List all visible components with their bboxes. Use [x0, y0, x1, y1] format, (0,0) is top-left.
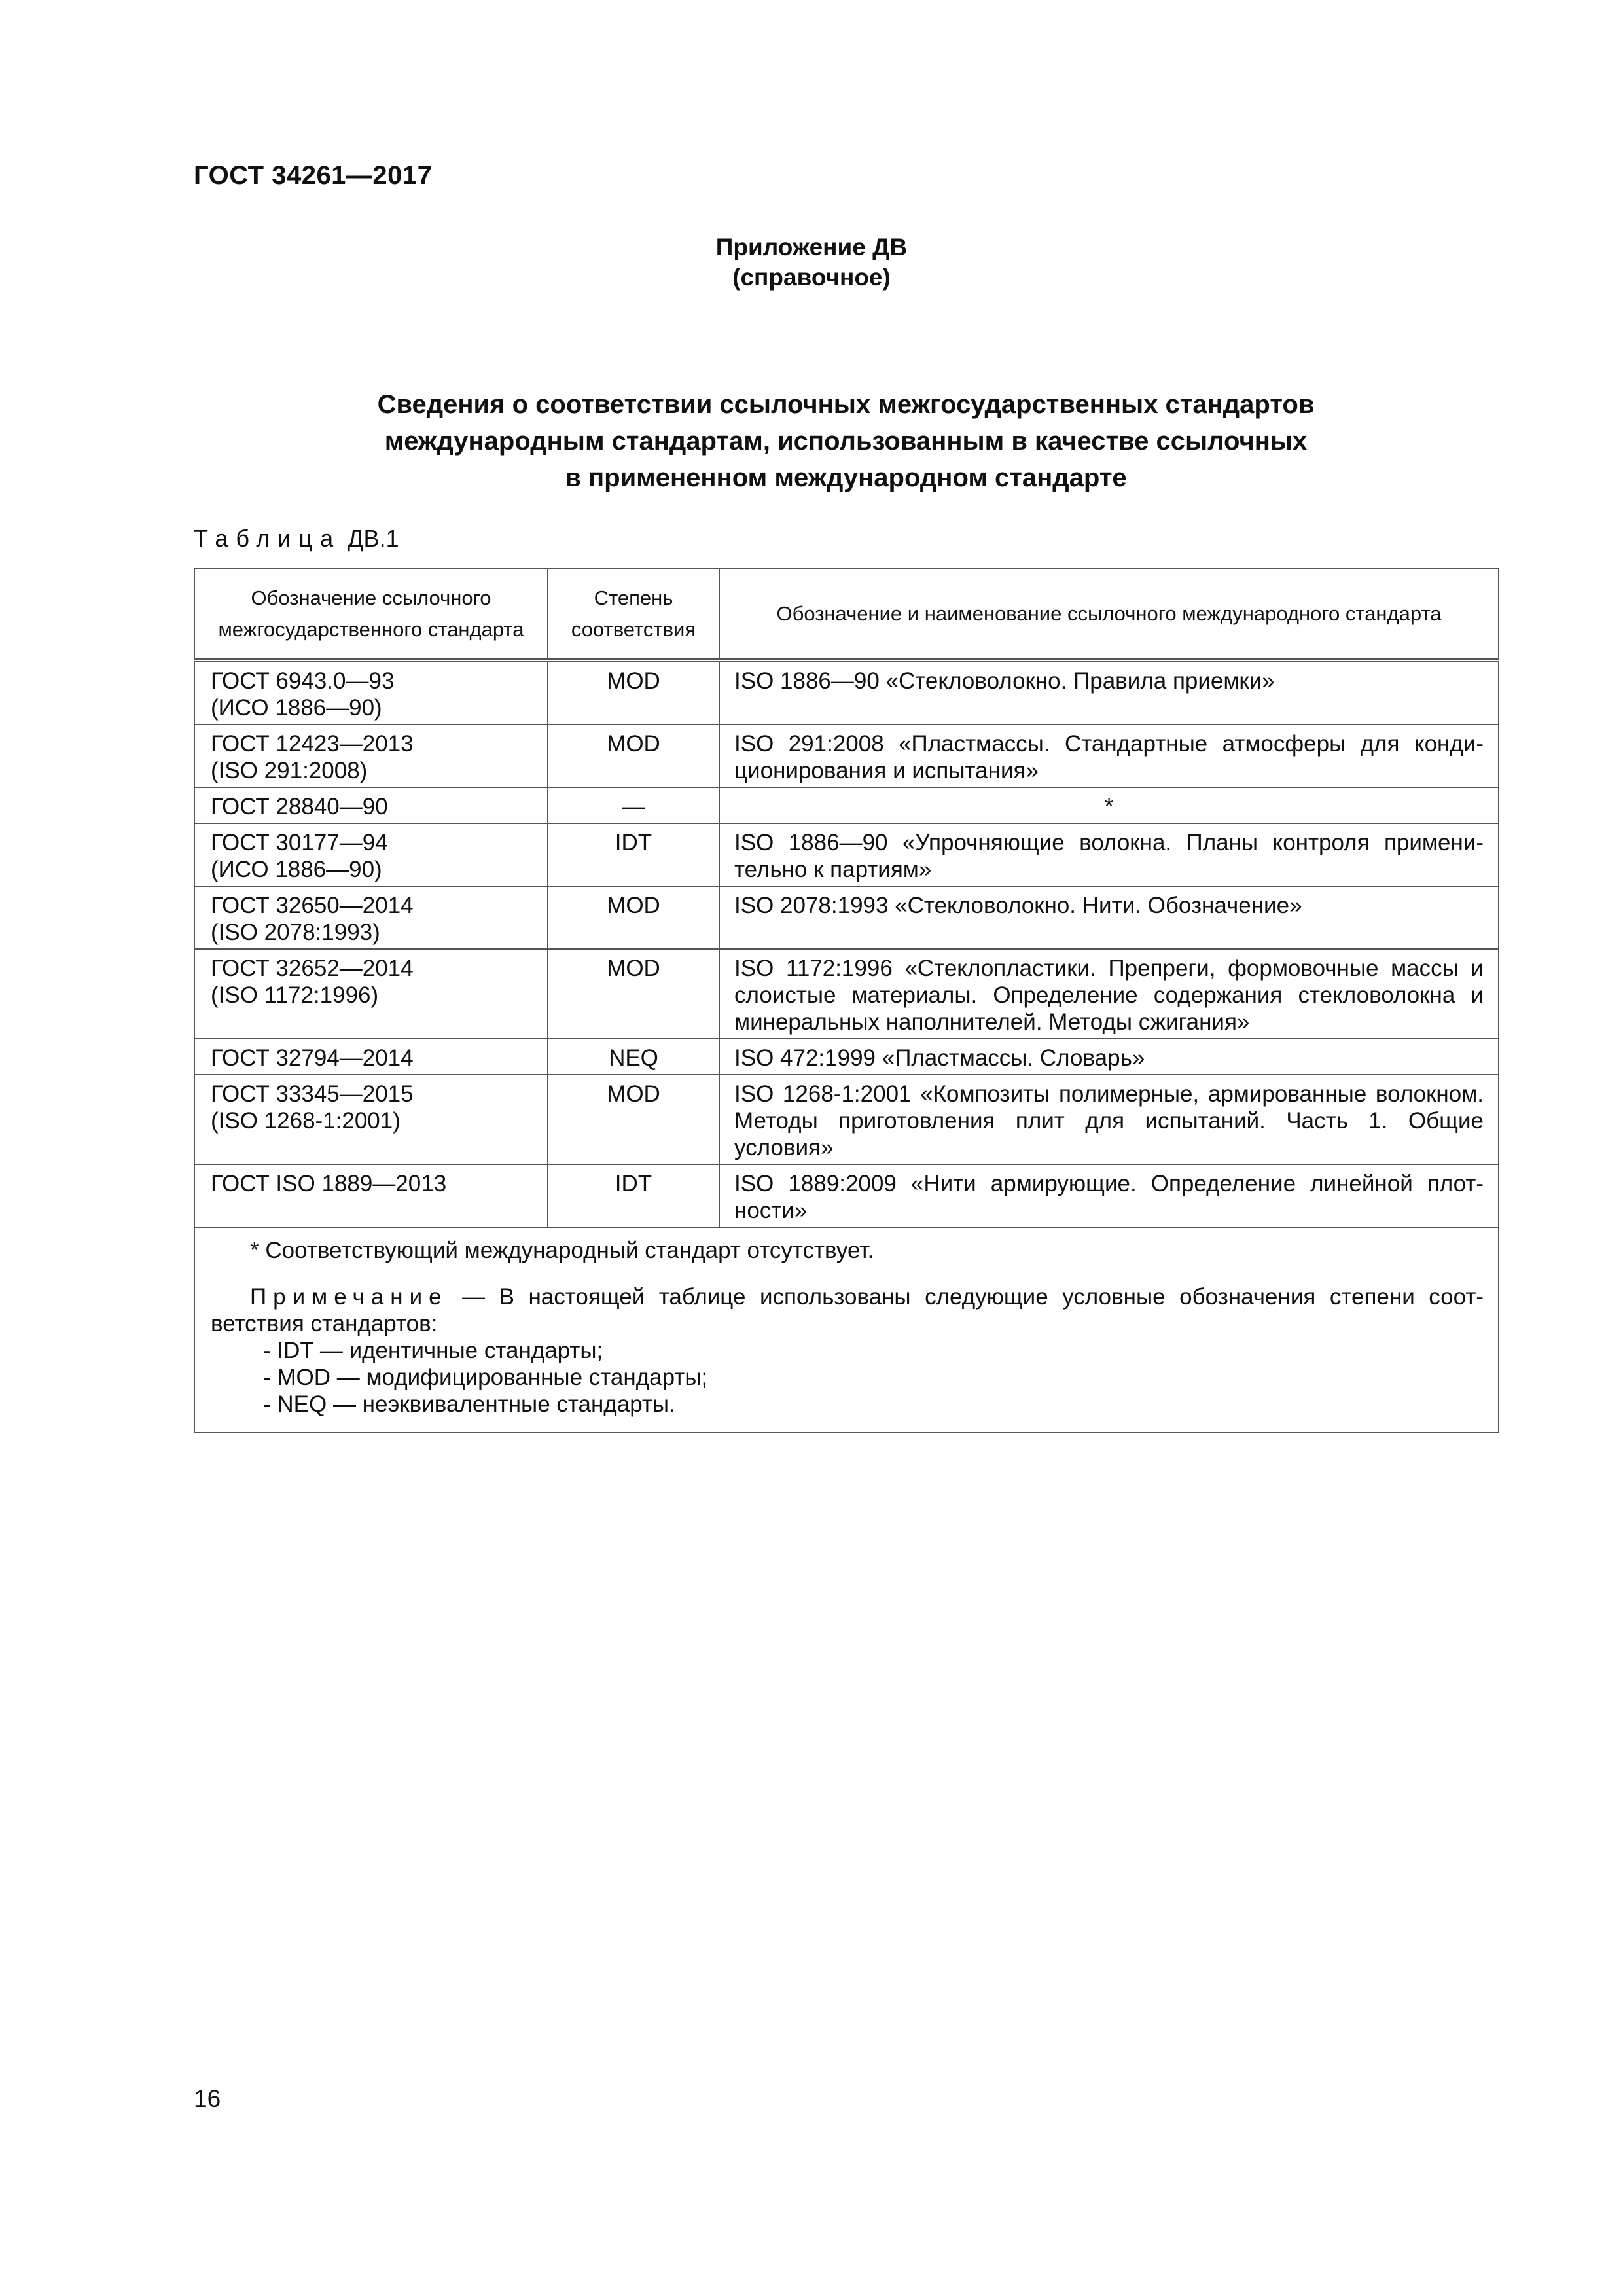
table-header-row [194, 569, 1499, 660]
table-row [194, 1164, 1499, 1227]
international-cell: ISO 1886—90 «Стекловолокно. Правила приемки» [719, 660, 1499, 725]
gost-cell [194, 787, 548, 823]
gost-equivalent: (ИСО 1886—90) [211, 857, 382, 882]
table-row [194, 1075, 1499, 1164]
degree-cell: MOD [548, 1075, 719, 1164]
annex-title-line-3: в примененном международном стандарте [565, 463, 1127, 492]
degree-cell: IDT [548, 1164, 719, 1227]
note-text: — В настоящей таблице использованы следующие условные обозначения степени соответствия стандартов: [211, 1284, 1484, 1336]
note-list [211, 1337, 1484, 1418]
gost-cell [194, 1075, 548, 1164]
page-number: 16 [194, 2085, 221, 2112]
table-row [194, 787, 1499, 823]
note-item-mod: - MOD — модифицированные стандарты; [263, 1364, 1484, 1391]
annex-title [196, 386, 1495, 496]
gost-cell [194, 823, 548, 886]
annex-title-line-1: Сведения о соответствии ссылочных межгосударственных стандартов [377, 390, 1315, 419]
gost-cell [194, 949, 548, 1039]
header-degree [548, 569, 719, 660]
table-caption-word: Таблица [194, 525, 342, 552]
gost-equivalent: (ISO 1172:1996) [211, 982, 379, 1008]
table-note [211, 1283, 1484, 1337]
gost-equivalent: (ИСО 1886—90) [211, 695, 382, 721]
gost-cell [194, 886, 548, 949]
degree-cell: — [548, 787, 719, 823]
international-cell: ISO 2078:1993 «Стекловолокно. Нити. Обозначение» [719, 886, 1499, 949]
gost-designation: ГОСТ 12423—2013 [211, 731, 414, 757]
international-cell: ISO 1268-1:2001 «Композиты полимерные, армированные волокном. Методы приготовления плит для испытаний. Часть 1. Общие условия» [719, 1075, 1499, 1164]
table-row [194, 886, 1499, 949]
gost-designation: ГОСТ 6943.0—93 [211, 668, 395, 694]
header-degree-line-2: соответствия [571, 618, 696, 641]
table-footnote: * Соответствующий международный стандарт отсутствует. [250, 1238, 874, 1263]
header-gost-line-1: Обозначение ссылочного [251, 586, 491, 609]
gost-cell [194, 660, 548, 725]
table-row [194, 725, 1499, 787]
degree-cell: MOD [548, 660, 719, 725]
degree-cell: MOD [548, 886, 719, 949]
table-row [194, 823, 1499, 886]
table-row [194, 1039, 1499, 1075]
gost-equivalent: (ISO 1268-1:2001) [211, 1108, 401, 1134]
annex-title-line-2: международным стандартам, использованным в качестве ссылочных [384, 427, 1308, 456]
international-cell: * [719, 787, 1499, 823]
table-row [194, 660, 1499, 725]
correspondence-table-wrapper [194, 568, 1498, 1433]
table-row [194, 949, 1499, 1039]
note-item-idt: - IDT — идентичные стандарты; [263, 1337, 1484, 1364]
table-caption-number: ДВ.1 [348, 525, 399, 552]
gost-equivalent: (ISO 2078:1993) [211, 920, 380, 945]
gost-cell [194, 725, 548, 787]
international-cell: ISO 1889:2009 «Нити армирующие. Определение линейной плотности» [719, 1164, 1499, 1227]
international-cell: ISO 472:1999 «Пластмассы. Словарь» [719, 1039, 1499, 1075]
gost-designation: ГОСТ 32794—2014 [211, 1045, 414, 1071]
degree-cell: MOD [548, 949, 719, 1039]
gost-designation: ГОСТ ISO 1889—2013 [211, 1171, 447, 1196]
header-gost-line-2: межгосударственного стандарта [218, 618, 524, 641]
international-cell: ISO 291:2008 «Пластмассы. Стандартные атмосферы для кондиционирования и испытания» [719, 725, 1499, 787]
gost-designation: ГОСТ 33345—2015 [211, 1081, 414, 1107]
header-gost-designation [194, 569, 548, 660]
table-notes-row [194, 1227, 1499, 1433]
degree-cell: MOD [548, 725, 719, 787]
degree-cell: IDT [548, 823, 719, 886]
note-label: Примечание [250, 1284, 448, 1310]
gost-equivalent: (ISO 291:2008) [211, 758, 368, 783]
gost-cell [194, 1039, 548, 1075]
international-cell: ISO 1172:1996 «Стеклопластики. Препреги, формовочные массы и слоистые материалы. Определение содержания стекловолокна и минеральных наполнителей. Методы сжигания» [719, 949, 1499, 1039]
international-cell: ISO 1886—90 «Упрочняющие волокна. Планы контроля применительно к партиям» [719, 823, 1499, 886]
degree-cell: NEQ [548, 1039, 719, 1075]
document-code: ГОСТ 34261—2017 [194, 161, 433, 190]
gost-designation: ГОСТ 32652—2014 [211, 956, 414, 981]
header-degree-line-1: Степень [594, 586, 673, 609]
gost-designation: ГОСТ 30177—94 [211, 830, 388, 855]
correspondence-table [194, 568, 1499, 1433]
gost-designation: ГОСТ 32650—2014 [211, 893, 414, 918]
table-notes-cell [194, 1227, 1499, 1433]
note-item-neq: - NEQ — неэквивалентные стандарты. [263, 1391, 1484, 1418]
annex-label: Приложение ДВ [715, 234, 908, 260]
gost-designation: ГОСТ 28840—90 [211, 794, 388, 819]
header-international-standard: Обозначение и наименование ссылочного международного стандарта [719, 569, 1499, 660]
annex-heading [0, 232, 1623, 293]
table-caption [194, 525, 399, 552]
annex-type: (справочное) [732, 264, 891, 291]
gost-cell [194, 1164, 548, 1227]
